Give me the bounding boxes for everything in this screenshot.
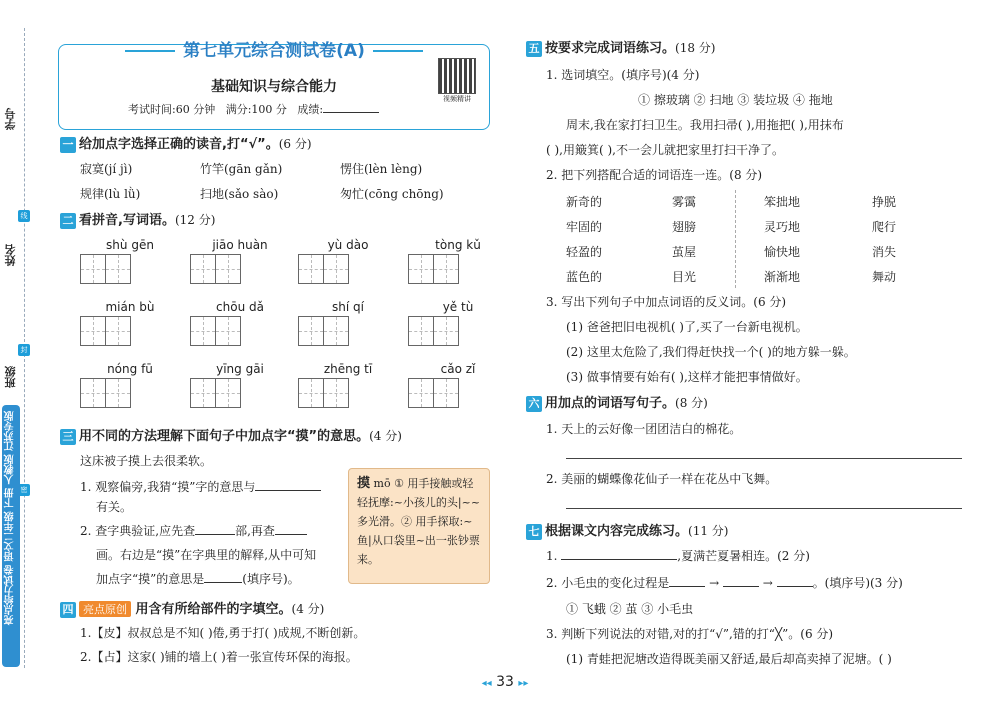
word-options: ① 擦玻璃 ② 扫地 ③ 装垃圾 ④ 拖地	[638, 93, 833, 107]
page-title-text: 第七单元综合测试卷(A)	[183, 41, 365, 61]
pinyin-label: cǎo zǐ	[440, 362, 476, 376]
match-word[interactable]: 灵巧地	[764, 220, 801, 234]
dictionary-entry-box	[348, 468, 490, 584]
section-1-heading	[60, 133, 312, 153]
writing-cell[interactable]	[190, 254, 216, 284]
section-2-heading	[60, 209, 215, 229]
pinyin-label: yīng gāi	[216, 362, 264, 376]
pinyin-writing-box	[298, 300, 398, 346]
writing-cell[interactable]	[433, 254, 459, 284]
pinyin-label: zhēng tī	[323, 362, 373, 376]
question-text: 部,再查	[235, 524, 275, 538]
section-points: (18 分)	[675, 41, 716, 55]
pinyin-label: nóng fū	[107, 362, 153, 376]
match-column-d	[872, 190, 896, 290]
question-text: 1. 观察偏旁,我猜“摸”字的意思与	[80, 480, 256, 494]
pinyin-label: yě tù	[442, 300, 474, 314]
question-3-1	[80, 478, 321, 495]
question-6-2: 2. 美丽的蝴蝶像花仙子一样在花丛中飞舞。	[546, 472, 778, 486]
question-7-2: 2. 小毛虫的变化过程是 → → 。(填序号)(3 分)	[546, 576, 903, 590]
section-title: 按要求完成词语练习。	[545, 41, 676, 56]
match-word[interactable]: 新奇的	[566, 195, 603, 209]
section-title: 根据课文内容完成练习。	[545, 524, 689, 539]
writing-cell[interactable]	[190, 316, 216, 346]
section-points: (11 分)	[688, 524, 729, 538]
match-word[interactable]: 蓝色的	[566, 270, 603, 284]
section-number: 四	[60, 602, 76, 618]
question-5-3-2: (2) 这里太危险了,我们得赶快找一个( )的地方躲一躲。	[566, 345, 856, 359]
pinyin-label: tòng kǔ	[435, 238, 481, 252]
page-number-text: 33	[496, 674, 514, 690]
match-word[interactable]: 茧屋	[672, 245, 697, 259]
answer-blank[interactable]	[777, 575, 813, 587]
section-title: 看拼音,写词语。	[79, 213, 175, 228]
pinyin-writing-box	[190, 362, 290, 408]
question-text: 2. 查字典验证,应先查	[80, 524, 196, 538]
page-subtitle: 基础知识与综合能力	[211, 79, 337, 95]
writing-cell[interactable]	[190, 378, 216, 408]
question-5-3: 3. 写出下列句子中加点词语的反义词。(6 分)	[546, 295, 787, 309]
writing-cell[interactable]	[215, 378, 241, 408]
question-4-2: 2.【占】这家( )铺的墙上( )着一张宣传环保的海报。	[80, 650, 358, 664]
writing-cell[interactable]	[105, 378, 131, 408]
section-title: 用不同的方法理解下面句子中加点字“摸”的意思。	[79, 429, 370, 444]
seal-mark: 封	[18, 344, 30, 356]
question-5-3-1: (1) 爸爸把旧电视机( )了,买了一台新电视机。	[566, 320, 808, 334]
pinyin-label: yù dào	[327, 238, 369, 252]
writing-cell[interactable]	[433, 316, 459, 346]
question-text: ,夏满芒夏暑相连。(2 分)	[677, 549, 810, 563]
writing-cell[interactable]	[105, 316, 131, 346]
section-title: 给加点字选择正确的读音,打“√”。	[79, 137, 279, 152]
section-number: 七	[526, 524, 542, 540]
section-number: 三	[60, 429, 76, 445]
question-item: 愣住(lèn lèng)	[340, 162, 423, 176]
pinyin-label: shí qí	[332, 300, 364, 314]
class-label: 班级	[4, 366, 17, 388]
qr-caption: 视频精讲	[443, 95, 471, 103]
writing-cell[interactable]	[80, 378, 106, 408]
student-id-label: 学号	[4, 108, 17, 130]
match-word[interactable]: 笨拙地	[764, 195, 801, 209]
pinyin-label: shù gēn	[106, 238, 154, 252]
exam-info	[128, 101, 379, 117]
match-word[interactable]: 雾霭	[672, 195, 697, 209]
next-arrow-icon: ▸▸	[518, 678, 529, 689]
section-title: 用含有所给部件的字填空。	[135, 602, 292, 617]
section-points: (8 分)	[675, 396, 708, 410]
title-rule	[125, 50, 175, 52]
original-tag: 亮点原创	[79, 601, 131, 617]
writing-cell[interactable]	[323, 254, 349, 284]
question-text: 2. 小毛虫的变化过程是	[546, 576, 670, 590]
match-column-c	[764, 190, 800, 290]
question-7-3: 3. 判断下列说法的对错,对的打“√”,错的打“╳”。(6 分)	[546, 627, 834, 641]
qr-code[interactable]	[438, 58, 476, 104]
answer-blank[interactable]	[255, 479, 321, 491]
answer-blank[interactable]	[275, 523, 307, 535]
binding-strip	[0, 0, 42, 705]
question-5-3-3: (3) 做事情要有始有( ),这样才能把事情做好。	[566, 370, 808, 384]
answer-line[interactable]	[566, 508, 962, 509]
match-word[interactable]: 轻盈的	[566, 245, 603, 259]
column-separator	[735, 190, 736, 288]
page-number	[470, 674, 540, 690]
match-word[interactable]: 翅膀	[672, 220, 697, 234]
pinyin-writing-box	[190, 300, 290, 346]
match-word[interactable]: 渐渐地	[764, 270, 801, 284]
prev-arrow-icon: ◂◂	[481, 678, 492, 689]
question-text: 画。右边是“摸”在字典里的解释,从中可知	[96, 548, 317, 562]
answer-line[interactable]	[566, 458, 962, 459]
match-word[interactable]: 消失	[872, 245, 897, 259]
pinyin-writing-box	[408, 362, 508, 408]
section-points: (4 分)	[369, 429, 402, 443]
writing-cell[interactable]	[323, 316, 349, 346]
page-divider	[508, 30, 509, 670]
section-4-heading	[60, 598, 324, 618]
answer-blank[interactable]	[561, 548, 677, 560]
question-text: 有关。	[96, 500, 133, 514]
pinyin-writing-box	[80, 362, 180, 408]
pinyin-label: jiāo huàn	[212, 238, 268, 252]
question-item: 匆忙(cōng chōng)	[340, 187, 444, 201]
pinyin-writing-box	[80, 238, 180, 284]
writing-cell[interactable]	[80, 254, 106, 284]
writing-cell[interactable]	[433, 378, 459, 408]
question-3-2-end	[96, 570, 300, 587]
section-title: 用加点的词语写句子。	[545, 396, 676, 411]
question-text: 。(填序号)(3 分)	[812, 576, 903, 590]
answer-blank[interactable]	[195, 523, 235, 535]
writing-cell[interactable]	[215, 254, 241, 284]
qr-code-icon	[438, 58, 476, 94]
pinyin-writing-box	[408, 300, 508, 346]
page-title	[58, 36, 490, 61]
match-word[interactable]: 舞动	[872, 270, 897, 284]
question-7-3-1: (1) 青蛙把泥塘改造得既美丽又舒适,最后却高卖掉了泥塘。( )	[566, 652, 892, 666]
question-7-1: 1. ,夏满芒夏暑相连。(2 分)	[546, 549, 810, 563]
writing-cell[interactable]	[298, 254, 324, 284]
pinyin-writing-box	[80, 300, 180, 346]
score-field[interactable]	[323, 101, 379, 113]
writing-cell[interactable]	[408, 316, 434, 346]
section-points: (6 分)	[278, 137, 312, 151]
section-3-heading	[60, 425, 402, 445]
section-number: 五	[526, 41, 542, 57]
question-text: 加点字“摸”的意思是	[96, 572, 205, 586]
section-7-heading	[526, 520, 728, 540]
seal-mark: 密	[18, 484, 30, 496]
question-3-2	[80, 522, 307, 539]
fill-paragraph: ( ),用簸箕( ),不一会儿就把家里打扫干净了。	[546, 143, 784, 157]
question-5-2: 2. 把下列搭配合适的词语连一连。(8 分)	[546, 168, 763, 182]
question-item: 寂寞(jí jì)	[80, 162, 133, 176]
section-5-heading	[526, 37, 715, 57]
section-points: (4 分)	[291, 602, 325, 616]
match-word[interactable]: 目光	[672, 270, 697, 284]
exam-time: 考试时间:60 分钟	[128, 103, 216, 116]
writing-cell[interactable]	[408, 254, 434, 284]
answer-blank[interactable]	[723, 575, 759, 587]
writing-cell[interactable]	[215, 316, 241, 346]
section-number: 六	[526, 396, 542, 412]
match-word[interactable]: 牢固的	[566, 220, 603, 234]
pinyin-writing-box	[408, 238, 508, 284]
question-item: 规律(lù lǜ)	[80, 187, 141, 201]
section-number: 一	[60, 137, 76, 153]
pinyin-label: mián bù	[105, 300, 155, 314]
sequence-options: ① 飞蛾 ② 茧 ③ 小毛虫	[566, 602, 694, 616]
book-series-label: 亮点给力试卷 语文二年级 下册 人教版 江苏专版	[5, 411, 16, 625]
question-text: (填序号)。	[242, 572, 300, 586]
question-5-1: 1. 选词填空。(填序号)(4 分)	[546, 68, 700, 82]
pinyin-writing-box	[190, 238, 290, 284]
dictionary-headword: 摸	[357, 476, 371, 491]
writing-cell[interactable]	[105, 254, 131, 284]
section-number: 二	[60, 213, 76, 229]
book-series-band	[2, 405, 20, 667]
writing-cell[interactable]	[323, 378, 349, 408]
match-word[interactable]: 愉快地	[764, 245, 801, 259]
fill-paragraph: 周末,我在家打扫卫生。我用扫帚( ),用拖把( ),用抹布	[566, 118, 844, 132]
question-item: 竹竿(gān gǎn)	[200, 162, 283, 176]
seal-mark: 线	[18, 210, 30, 222]
writing-cell[interactable]	[298, 316, 324, 346]
writing-cell[interactable]	[80, 316, 106, 346]
pinyin-writing-box	[298, 362, 398, 408]
score-label: 成绩:	[297, 103, 324, 116]
match-column-b	[672, 190, 696, 290]
writing-cell[interactable]	[298, 378, 324, 408]
answer-blank[interactable]	[669, 575, 705, 587]
dictionary-definition: mō ① 用手接触或轻轻抚摩:~小孩儿的头|~~多光滑。② 用手探取:~鱼|从口袋里~出一张钞票来。	[357, 477, 481, 566]
answer-blank[interactable]	[204, 571, 242, 583]
question-item: 扫地(sǎo sào)	[200, 187, 279, 201]
section-points: (12 分)	[174, 213, 216, 227]
section-6-heading	[526, 392, 708, 412]
question-4-1: 1.【皮】叔叔总是不知( )倦,勇于打( )成规,不断创新。	[80, 626, 366, 640]
writing-cell[interactable]	[408, 378, 434, 408]
student-name-label: 姓名	[4, 244, 17, 266]
question-sentence: 这床被子摸上去很柔软。	[80, 454, 213, 468]
pinyin-writing-box	[298, 238, 398, 284]
exam-full-score: 满分:100 分	[225, 103, 287, 116]
title-rule	[373, 50, 423, 52]
match-word[interactable]: 爬行	[872, 220, 897, 234]
question-6-1: 1. 天上的云好像一团团洁白的棉花。	[546, 422, 742, 436]
pinyin-label: chōu dǎ	[216, 300, 264, 314]
match-column-a	[566, 190, 602, 290]
match-word[interactable]: 挣脱	[872, 195, 897, 209]
